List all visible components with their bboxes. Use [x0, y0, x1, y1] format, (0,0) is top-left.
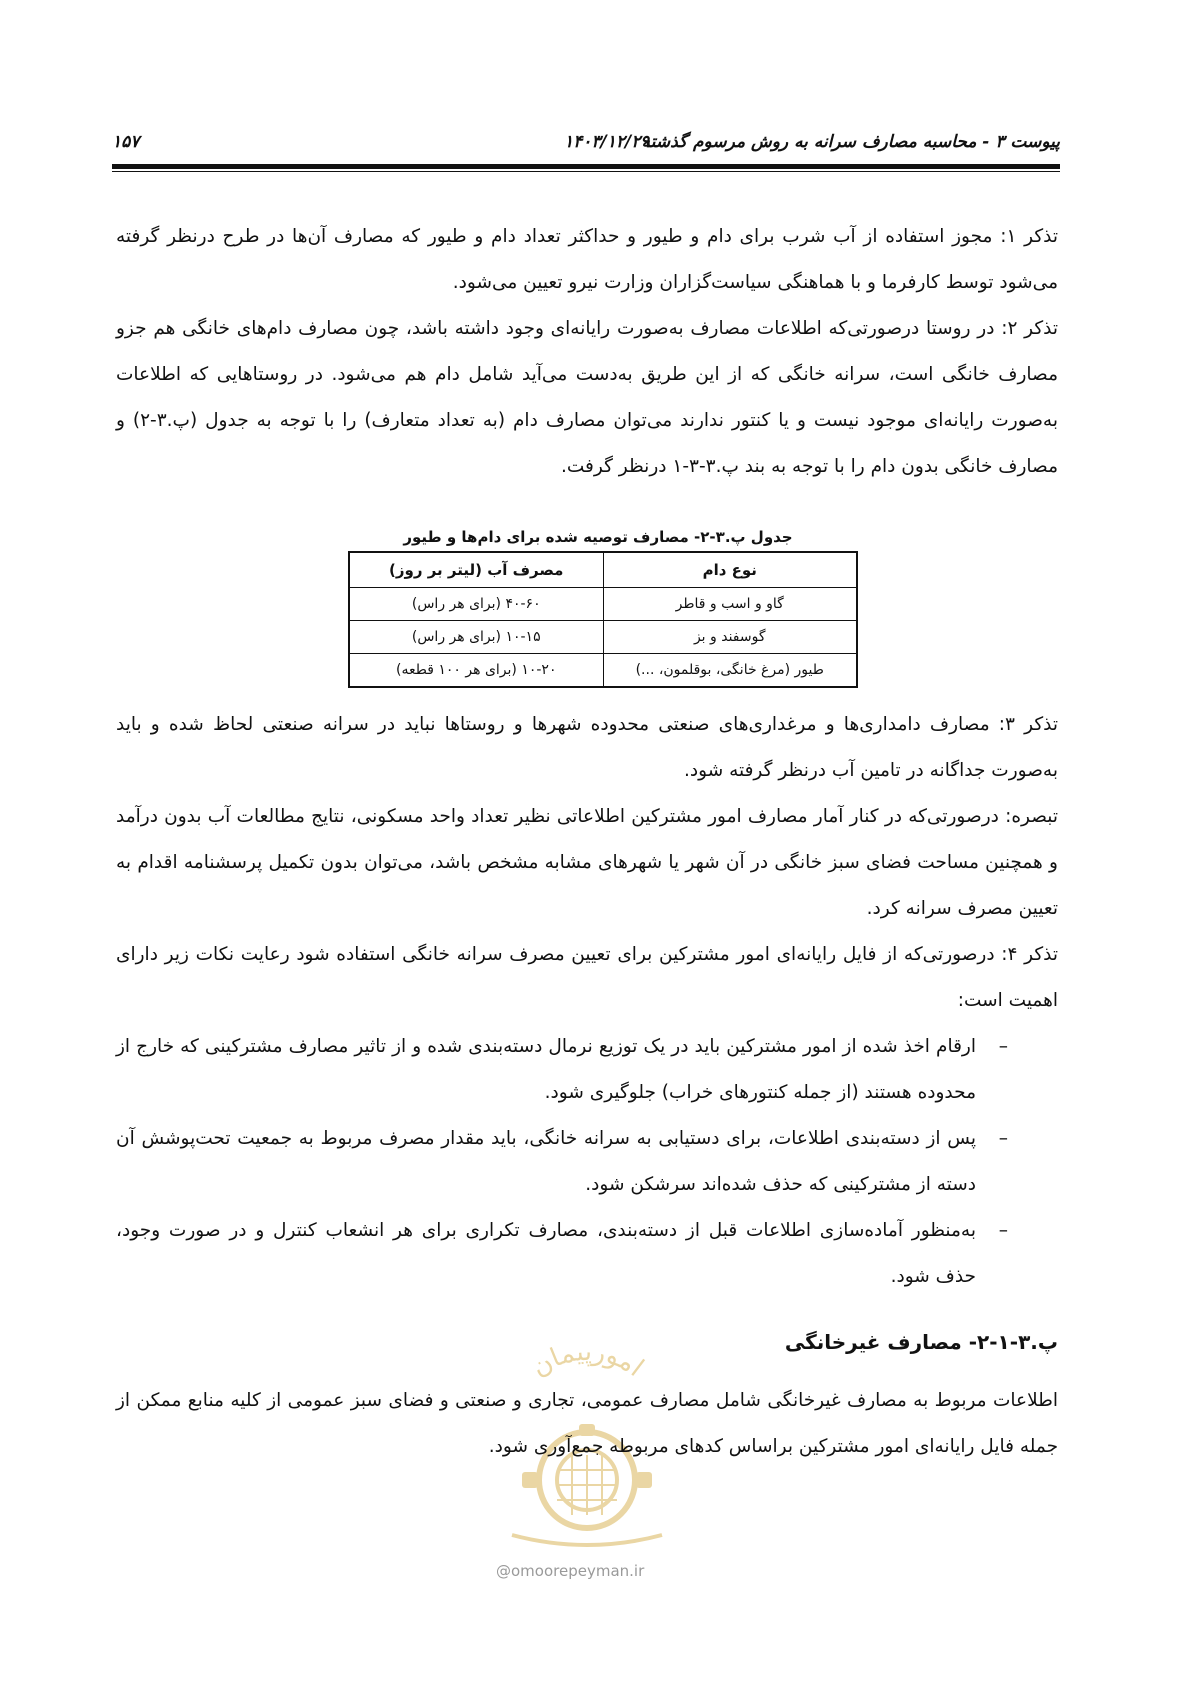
- list-item: [116, 1116, 1058, 1208]
- cell-livestock-type: گاو و اسب و قاطر: [603, 588, 857, 621]
- note-1: تذکر ۱: مجوز استفاده از آب شرب برای دام و طیور و حداکثر تعداد دام و طیور که مصارف آن‌ها در طرح درنظر گرفته می‌شود توسط کارفرما و با هماهنگی سیاست‌گزاران وزارت نیرو تعیین می‌شود.: [116, 226, 1058, 293]
- list-item-text: به‌منظور آماده‌سازی اطلاعات قبل از دسته‌بندی، مصارف تکراری برای هر انشعاب کنترل و در صورت وجود، حذف شود.: [116, 1220, 976, 1287]
- cell-livestock-type: طیور (مرغ خانگی، بوقلمون، ...): [603, 654, 857, 688]
- note-3: تذکر ۳: مصارف دامداری‌ها و مرغداری‌های صنعتی محدوده شهرها و روستاها نباید در سرانه صنعتی لحاظ شده و باید به‌صورت جداگانه در تامین آب درنظر گرفته شود.: [116, 714, 1058, 781]
- dash-marker: –: [998, 1220, 1008, 1241]
- note-4: تذکر ۴: درصورتی‌که از فایل رایانه‌ای امور مشترکین برای تعیین مصرف سرانه خانگی استفاده شود رعایت نکات زیر دارای اهمیت است:: [116, 944, 1058, 1011]
- svg-text:امورپیمان: [526, 1340, 649, 1383]
- dash-marker: –: [998, 1128, 1008, 1149]
- watermark-url: @omoorepeyman.ir: [496, 1562, 645, 1580]
- section-body: اطلاعات مربوط به مصارف غیرخانگی شامل مصارف عمومی، تجاری و صنعتی و فضای سبز عمومی از کلیه منابع ممکن از جمله فایل رایانه‌ای امور مشترکین براساس کدهای مربوطه جمع‌آوری شود.: [116, 1390, 1058, 1457]
- dash-marker: –: [998, 1036, 1008, 1057]
- table-row: [349, 588, 857, 621]
- list-item: [116, 1024, 1058, 1116]
- table-caption: جدول پ.۳-۲- مصارف توصیه شده برای دام‌ها و طیور: [403, 528, 793, 546]
- list-item-text: ارقام اخذ شده از امور مشترکین باید در یک توزیع نرمال دسته‌بندی شده و از تاثیر مصارف مشترکینی که خارج از محدوده هستند (از جمله کنتورهای خراب) جلوگیری شود.: [116, 1036, 976, 1103]
- cell-water-use: ۱۰-۲۰ (برای هر ۱۰۰ قطعه): [349, 654, 603, 688]
- remark: تبصره: درصورتی‌که در کنار آمار مصارف امور مشترکین اطلاعاتی نظیر تعداد واحد مسکونی، نتایج مطالعات آب بدون درآمد و همچنین مساحت فضای سبز خانگی در آن شهر یا شهرهای مشابه مشخص باشد، می‌توان بدون تکمیل پرسشنامه اقدام به تعیین مصرف سرانه کرد.: [116, 806, 1058, 919]
- page-number: ۱۵۷: [112, 132, 140, 152]
- header-rule-thick: [112, 164, 1060, 169]
- livestock-water-table: [348, 551, 858, 688]
- watermark-text: امورپیمان: [526, 1340, 650, 1383]
- header-livestock-type: نوع دام: [603, 552, 857, 588]
- section-heading: پ.۳-۱-۲- مصارف غیرخانگی: [784, 1330, 1058, 1354]
- cell-livestock-type: گوسفند و بز: [603, 621, 857, 654]
- bullet-list: [116, 1024, 1058, 1300]
- header-title: پیوست ۳ - محاسبه مصارف سرانه به روش مرسوم گذشته: [641, 132, 1060, 152]
- header-rule-thin: [112, 171, 1060, 172]
- table-header-row: [349, 552, 857, 588]
- header-water-use: مصرف آب (لیتر بر روز): [349, 552, 603, 588]
- list-item-text: پس از دسته‌بندی اطلاعات، برای دستیابی به سرانه خانگی، باید مقدار مصرف مربوط به جمعیت تحت‌پوشش آن دسته از مشترکینی که حذف شده‌اند سرشکن شود.: [116, 1128, 976, 1195]
- note-2: تذکر ۲: در روستا درصورتی‌که اطلاعات مصارف به‌صورت رایانه‌ای وجود داشته باشد، چون مصارف دام‌های خانگی هم جزو مصارف خانگی است، سرانه خانگی که از این طریق به‌دست می‌آید شامل دام هم می‌شود. در روستاهایی که اطلاعات به‌صورت رایانه‌ای موجود نیست و یا کنتور ندارند می‌توان مصارف دام (به تعداد متعارف) را با توجه به جدول (پ.۳-۲) و مصارف خانگی بدون دام را با توجه به بند پ.۳-۳-۱ درنظر گرفت.: [116, 318, 1058, 477]
- page-header: [112, 128, 1060, 156]
- cell-water-use: ۴۰-۶۰ (برای هر راس): [349, 588, 603, 621]
- table-row: [349, 621, 857, 654]
- cell-water-use: ۱۰-۱۵ (برای هر راس): [349, 621, 603, 654]
- table-row: [349, 654, 857, 688]
- header-date: ۱۴۰۳/۱۲/۲۹: [564, 132, 650, 152]
- list-item: [116, 1208, 1058, 1300]
